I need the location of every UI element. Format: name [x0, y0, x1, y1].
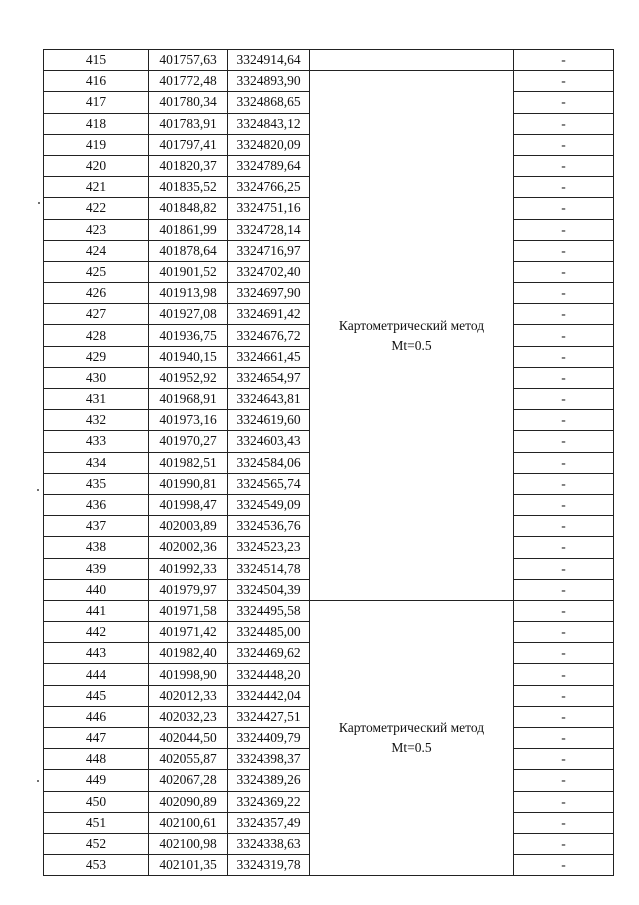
accuracy-cell: - [514, 855, 614, 876]
scan-speck [37, 489, 39, 491]
accuracy-cell: - [514, 537, 614, 558]
point-number-cell: 438 [44, 537, 149, 558]
y-coordinate-cell: 3324661,45 [228, 346, 310, 367]
x-coordinate-cell: 401973,16 [149, 410, 228, 431]
point-number-cell: 422 [44, 198, 149, 219]
accuracy-cell: - [514, 134, 614, 155]
x-coordinate-cell: 401971,58 [149, 600, 228, 621]
accuracy-cell: - [514, 770, 614, 791]
point-number-cell: 416 [44, 71, 149, 92]
y-coordinate-cell: 3324716,97 [228, 240, 310, 261]
x-coordinate-cell: 402055,87 [149, 749, 228, 770]
y-coordinate-cell: 3324409,79 [228, 728, 310, 749]
accuracy-cell: - [514, 516, 614, 537]
point-number-cell: 439 [44, 558, 149, 579]
x-coordinate-cell: 401998,90 [149, 664, 228, 685]
accuracy-cell: - [514, 685, 614, 706]
y-coordinate-cell: 3324338,63 [228, 833, 310, 854]
accuracy-cell: - [514, 283, 614, 304]
x-coordinate-cell: 401998,47 [149, 494, 228, 515]
y-coordinate-cell: 3324504,39 [228, 579, 310, 600]
y-coordinate-cell: 3324523,23 [228, 537, 310, 558]
point-number-cell: 420 [44, 155, 149, 176]
accuracy-cell: - [514, 558, 614, 579]
point-number-cell: 426 [44, 283, 149, 304]
point-number-cell: 453 [44, 855, 149, 876]
accuracy-cell: - [514, 240, 614, 261]
y-coordinate-cell: 3324389,26 [228, 770, 310, 791]
x-coordinate-cell: 401968,91 [149, 389, 228, 410]
scan-speck [38, 202, 40, 204]
y-coordinate-cell: 3324584,06 [228, 452, 310, 473]
determination-method-cell [310, 600, 514, 875]
accuracy-cell: - [514, 791, 614, 812]
accuracy-cell: - [514, 71, 614, 92]
accuracy-cell: - [514, 177, 614, 198]
y-coordinate-cell: 3324369,22 [228, 791, 310, 812]
point-number-cell: 440 [44, 579, 149, 600]
method-name: Картометрический метод [338, 317, 485, 333]
y-coordinate-cell: 3324619,60 [228, 410, 310, 431]
x-coordinate-cell: 402044,50 [149, 728, 228, 749]
y-coordinate-cell: 3324485,00 [228, 622, 310, 643]
accuracy-cell: - [514, 261, 614, 282]
y-coordinate-cell: 3324536,76 [228, 516, 310, 537]
accuracy-cell: - [514, 198, 614, 219]
y-coordinate-cell: 3324357,49 [228, 812, 310, 833]
y-coordinate-cell: 3324565,74 [228, 473, 310, 494]
x-coordinate-cell: 402101,35 [149, 855, 228, 876]
x-coordinate-cell: 401797,41 [149, 134, 228, 155]
x-coordinate-cell: 401992,33 [149, 558, 228, 579]
x-coordinate-cell: 401913,98 [149, 283, 228, 304]
determination-method-cell [310, 71, 514, 601]
y-coordinate-cell: 3324893,90 [228, 71, 310, 92]
y-coordinate-cell: 3324766,25 [228, 177, 310, 198]
accuracy-cell: - [514, 643, 614, 664]
point-number-cell: 437 [44, 516, 149, 537]
y-coordinate-cell: 3324654,97 [228, 367, 310, 388]
y-coordinate-cell: 3324319,78 [228, 855, 310, 876]
x-coordinate-cell: 402012,33 [149, 685, 228, 706]
y-coordinate-cell: 3324702,40 [228, 261, 310, 282]
accuracy-cell: - [514, 812, 614, 833]
x-coordinate-cell: 401780,34 [149, 92, 228, 113]
y-coordinate-cell: 3324751,16 [228, 198, 310, 219]
accuracy-cell: - [514, 410, 614, 431]
x-coordinate-cell: 401952,92 [149, 367, 228, 388]
point-number-cell: 443 [44, 643, 149, 664]
accuracy-cell: - [514, 113, 614, 134]
y-coordinate-cell: 3324789,64 [228, 155, 310, 176]
accuracy-cell: - [514, 346, 614, 367]
accuracy-cell: - [514, 600, 614, 621]
accuracy-cell: - [514, 367, 614, 388]
accuracy-cell: - [514, 664, 614, 685]
accuracy-cell: - [514, 473, 614, 494]
accuracy-cell: - [514, 155, 614, 176]
point-number-cell: 424 [44, 240, 149, 261]
point-number-cell: 434 [44, 452, 149, 473]
y-coordinate-cell: 3324442,04 [228, 685, 310, 706]
x-coordinate-cell: 401990,81 [149, 473, 228, 494]
table-row [44, 600, 614, 621]
accuracy-cell: - [514, 833, 614, 854]
point-number-cell: 421 [44, 177, 149, 198]
accuracy-cell: - [514, 452, 614, 473]
x-coordinate-cell: 401878,64 [149, 240, 228, 261]
method-name: Картометрический метод [338, 720, 485, 736]
point-number-cell: 452 [44, 833, 149, 854]
coordinates-table [43, 49, 614, 876]
x-coordinate-cell: 401971,42 [149, 622, 228, 643]
y-coordinate-cell: 3324843,12 [228, 113, 310, 134]
accuracy-cell: - [514, 219, 614, 240]
x-coordinate-cell: 402090,89 [149, 791, 228, 812]
accuracy-cell: - [514, 325, 614, 346]
point-number-cell: 429 [44, 346, 149, 367]
point-number-cell: 419 [44, 134, 149, 155]
x-coordinate-cell: 401757,63 [149, 50, 228, 71]
point-number-cell: 428 [44, 325, 149, 346]
table-row [44, 50, 614, 71]
y-coordinate-cell: 3324549,09 [228, 494, 310, 515]
x-coordinate-cell: 402003,89 [149, 516, 228, 537]
accuracy-cell: - [514, 50, 614, 71]
point-number-cell: 435 [44, 473, 149, 494]
point-number-cell: 432 [44, 410, 149, 431]
y-coordinate-cell: 3324691,42 [228, 304, 310, 325]
y-coordinate-cell: 3324514,78 [228, 558, 310, 579]
y-coordinate-cell: 3324603,43 [228, 431, 310, 452]
accuracy-cell: - [514, 622, 614, 643]
point-number-cell: 446 [44, 706, 149, 727]
method-accuracy: Mt=0.5 [391, 740, 432, 756]
point-number-cell: 415 [44, 50, 149, 71]
accuracy-cell: - [514, 706, 614, 727]
x-coordinate-cell: 402100,98 [149, 833, 228, 854]
point-number-cell: 417 [44, 92, 149, 113]
point-number-cell: 433 [44, 431, 149, 452]
y-coordinate-cell: 3324495,58 [228, 600, 310, 621]
point-number-cell: 450 [44, 791, 149, 812]
x-coordinate-cell: 401982,51 [149, 452, 228, 473]
x-coordinate-cell: 401936,75 [149, 325, 228, 346]
point-number-cell: 449 [44, 770, 149, 791]
x-coordinate-cell: 401901,52 [149, 261, 228, 282]
y-coordinate-cell: 3324643,81 [228, 389, 310, 410]
point-number-cell: 451 [44, 812, 149, 833]
x-coordinate-cell: 401848,82 [149, 198, 228, 219]
accuracy-cell: - [514, 304, 614, 325]
accuracy-cell: - [514, 431, 614, 452]
x-coordinate-cell: 402032,23 [149, 706, 228, 727]
y-coordinate-cell: 3324697,90 [228, 283, 310, 304]
y-coordinate-cell: 3324868,65 [228, 92, 310, 113]
x-coordinate-cell: 401772,48 [149, 71, 228, 92]
scan-speck [37, 780, 39, 782]
accuracy-cell: - [514, 389, 614, 410]
y-coordinate-cell: 3324728,14 [228, 219, 310, 240]
x-coordinate-cell: 401820,37 [149, 155, 228, 176]
accuracy-cell: - [514, 92, 614, 113]
x-coordinate-cell: 401940,15 [149, 346, 228, 367]
point-number-cell: 444 [44, 664, 149, 685]
y-coordinate-cell: 3324676,72 [228, 325, 310, 346]
accuracy-cell: - [514, 749, 614, 770]
point-number-cell: 418 [44, 113, 149, 134]
accuracy-cell: - [514, 728, 614, 749]
method-cell-empty [310, 50, 514, 71]
y-coordinate-cell: 3324427,51 [228, 706, 310, 727]
point-number-cell: 423 [44, 219, 149, 240]
x-coordinate-cell: 401861,99 [149, 219, 228, 240]
point-number-cell: 425 [44, 261, 149, 282]
method-accuracy: Mt=0.5 [391, 337, 432, 353]
x-coordinate-cell: 401835,52 [149, 177, 228, 198]
accuracy-cell: - [514, 579, 614, 600]
x-coordinate-cell: 402067,28 [149, 770, 228, 791]
x-coordinate-cell: 402002,36 [149, 537, 228, 558]
y-coordinate-cell: 3324820,09 [228, 134, 310, 155]
point-number-cell: 441 [44, 600, 149, 621]
coordinates-table-body [44, 50, 614, 876]
point-number-cell: 447 [44, 728, 149, 749]
point-number-cell: 430 [44, 367, 149, 388]
y-coordinate-cell: 3324469,62 [228, 643, 310, 664]
point-number-cell: 436 [44, 494, 149, 515]
x-coordinate-cell: 401927,08 [149, 304, 228, 325]
point-number-cell: 427 [44, 304, 149, 325]
x-coordinate-cell: 401979,97 [149, 579, 228, 600]
point-number-cell: 442 [44, 622, 149, 643]
point-number-cell: 445 [44, 685, 149, 706]
y-coordinate-cell: 3324398,37 [228, 749, 310, 770]
x-coordinate-cell: 402100,61 [149, 812, 228, 833]
point-number-cell: 431 [44, 389, 149, 410]
x-coordinate-cell: 401970,27 [149, 431, 228, 452]
accuracy-cell: - [514, 494, 614, 515]
y-coordinate-cell: 3324914,64 [228, 50, 310, 71]
y-coordinate-cell: 3324448,20 [228, 664, 310, 685]
x-coordinate-cell: 401982,40 [149, 643, 228, 664]
x-coordinate-cell: 401783,91 [149, 113, 228, 134]
table-row [44, 71, 614, 92]
point-number-cell: 448 [44, 749, 149, 770]
